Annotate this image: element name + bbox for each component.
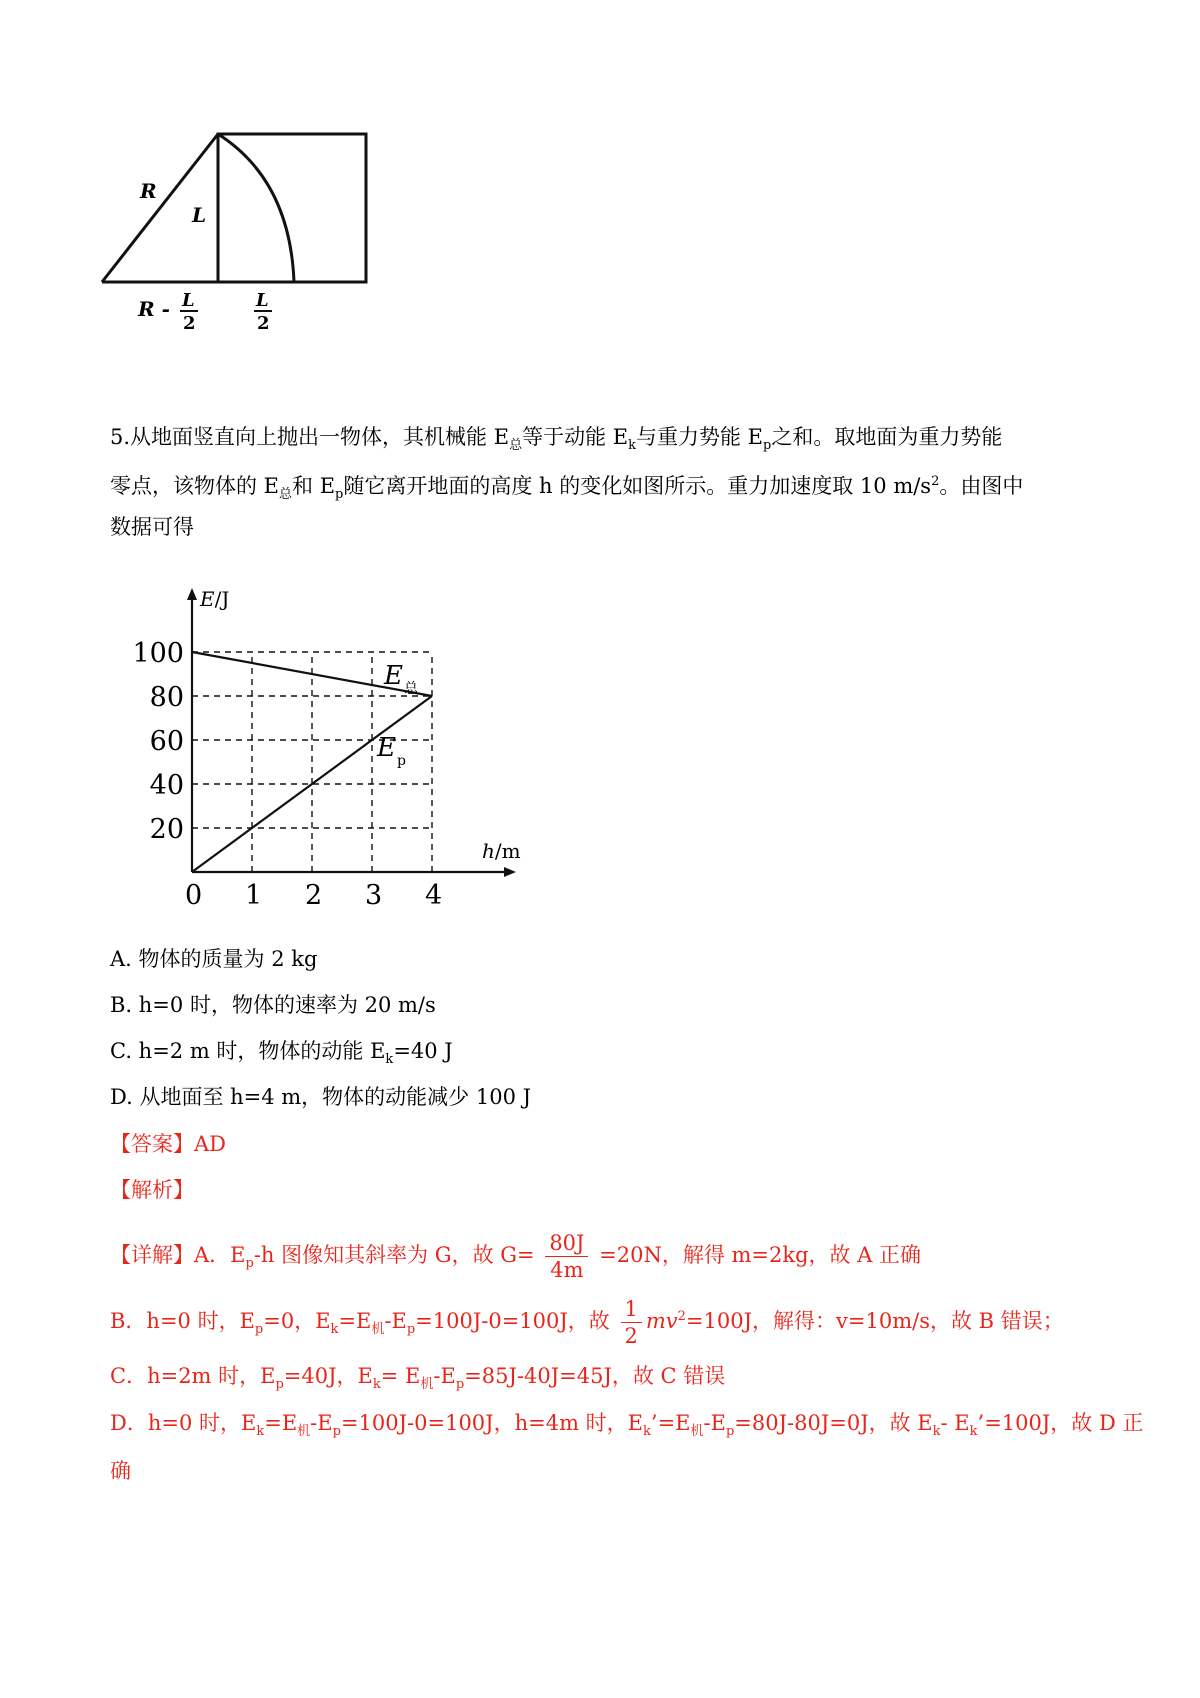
- geometry-figure: [100, 130, 400, 370]
- x-tick-label: 3: [365, 880, 383, 910]
- analysis-label: 【解析】: [110, 1178, 194, 1202]
- detail-d: D．h=0 时，$E_k=E_机-E_p=100J-0=100J$，h=4m 时，$E_k’=E_机-E_p=80J-80J=0J$，故 $E_k-$ $E_k’=100J$，故 D 正: [110, 1411, 1144, 1440]
- fraction-1-2: $\frac{1}{2}$: [621, 1296, 642, 1349]
- frac1-num: L: [182, 290, 195, 311]
- x-tick-label: 2: [305, 880, 323, 910]
- label-R-minus: R -: [138, 297, 170, 321]
- label-R: R: [140, 179, 157, 203]
- y-axis-arrow: [187, 588, 197, 600]
- detail-b: B．h=0 时，$E_p=0$，$E_k=E_机-E_p=100J-0=100J$，故 $\frac{1}{2}$ $mv^2=100J$，解得：v=10m/s，故 B 错误；: [110, 1297, 1064, 1348]
- y-tick-label: 20: [149, 814, 184, 845]
- detail-d-end: 确: [110, 1459, 131, 1483]
- option-c: C. h=2 m 时，物体的动能 $E_k=40$ J: [110, 1039, 453, 1068]
- option-d: D. 从地面至 h=4 m，物体的动能减少 100 J: [110, 1085, 532, 1109]
- y-tick-label: 40: [149, 770, 184, 801]
- series-label-0: E: [384, 661, 403, 691]
- x-axis-arrow: [504, 867, 516, 877]
- y-tick-label: 100: [132, 638, 184, 669]
- detail-a: 【详解】A．$E_p-h$ 图像知其斜率为 G，故 G= $\frac{80J}{4m}$ =20N，解得 m=2kg，故 A 正确: [110, 1231, 922, 1282]
- y-axis-label: E/J: [200, 587, 230, 611]
- label-L: L: [192, 203, 207, 227]
- arc: [218, 134, 294, 282]
- fraction-80J-4m: $\frac{80J}{4m}$: [545, 1230, 588, 1283]
- frac2-den: 2: [257, 313, 270, 334]
- option-b: B. h=0 时，物体的速率为 20 m/s: [110, 993, 436, 1017]
- series-label-1: E: [377, 733, 396, 763]
- x-tick-label: 4: [425, 880, 443, 910]
- series-label-sub-1: p: [397, 753, 406, 769]
- option-a: A. 物体的质量为 2 kg: [110, 947, 318, 971]
- x-axis-label: h/m: [482, 839, 521, 863]
- frac1-den: 2: [183, 313, 196, 334]
- x-tick-label: 0: [185, 880, 203, 910]
- y-tick-label: 60: [149, 726, 184, 757]
- question-line-2: 零点，该物体的 $E_总$和 $E_p$随它离开地面的高度 h 的变化如图所示。重力加速度取 10 $m/s^2$。由图中: [110, 474, 1024, 503]
- series-label-sub-0: 总: [404, 681, 418, 697]
- x-tick-label: 1: [245, 880, 263, 910]
- energy-height-chart: [120, 560, 540, 910]
- y-tick-label: 80: [149, 682, 184, 713]
- question-line-1: 5.从地面竖直向上抛出一物体，其机械能 $E_总$等于动能 $E_k$与重力势能 $E_p$之和。取地面为重力势能: [110, 425, 1003, 454]
- answer-label: 【答案】AD: [110, 1132, 227, 1156]
- frac2-num: L: [256, 290, 269, 311]
- question-line-3: 数据可得: [110, 515, 194, 539]
- detail-c: C．h=2m 时，$E_p=40J$，$E_k= E_机-E_p=85J-40J=45J$，故 C 错误: [110, 1364, 726, 1393]
